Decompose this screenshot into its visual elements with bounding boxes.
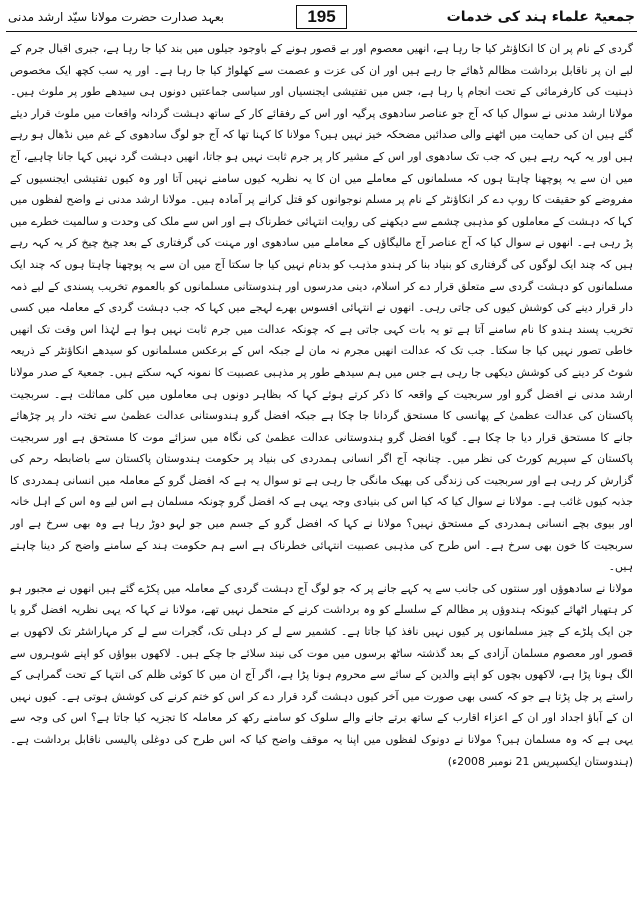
article-paragraph-2 xyxy=(10,578,633,772)
page-header xyxy=(8,4,635,30)
header-right-title: جمعیۃ علماء ہند کی خدمات xyxy=(446,9,635,25)
header-left-title: بعہد صدارت حضرت مولانا سیّد ارشد مدنی xyxy=(8,10,224,24)
article-body xyxy=(10,38,633,901)
source-note: (ہندوستان ایکسپریس 21 نومبر 2008ء) xyxy=(447,754,633,768)
page-number: 195 xyxy=(296,5,346,29)
article-paragraph-2-text: مولانا نے سادھوؤں اور سنتوں کی جانب سے یہ کہے جانے پر کہ جو لوگ آج دہشت گردی کے معاملہ میں پکڑے گئے ہیں انھوں نے مجبور ہو کر ہتھیار اٹھائے کیونکہ ہندوؤں پر مظالم کے سلسلے کو وہ برداشت کرنے کے متحمل نہیں تھے، مولانا نے کہا کہ یہی نظریہ افضل گرو یا جن ایک پلڑے کے چیز مسلمانوں پر کیوں نہیں نافذ کیا جاتا ہے۔ کشمیر سے لے کر دہلی تک، گجرات سے لے کر مہاراشٹر تک لاکھوں بے قصور اور معصوم مسلمان آزادی کے بعد گذشتہ ساٹھ برسوں میں موت کی نیند سلائے جا چکے ہیں۔ لاکھوں بیواؤں کو اپنے شوہروں سے الگ ہونا پڑا ہے، لاکھوں بچوں کو اپنے والدین کے سائے سے محروم ہونا پڑا ہے، اگر آج ان میں کا کوئی ظلم کی انتہا کے تحت گمراہی کے راستے پر چل پڑتا ہے جو کہ کسی بھی صورت میں آخر کیوں دہشت گرد قرار دے کر اس کو ختم کرنے کی کوشش ہوتی ہے۔ کیوں نہیں ان کے آباؤ اجداد اور ان کے اعزاء اقارب کے ساتھ برتے جانے والے سلوک کو سامنے رکھ کر معاملہ کا تجزیہ کیا جاتا ہے؟ اس کی وجہ سے یہی ہے کہ وہ مسلمان ہیں؟ مولانا نے دونوک لفظوں میں اپنا یہ موقف واضح کیا کہ اس طرح کی دوغلی پالیسی ناقابل برداشت ہے۔ xyxy=(10,581,633,746)
header-divider xyxy=(6,31,637,32)
article-paragraph-1: گردی کے نام پر ان کا انکاؤنٹر کیا جا رہا ہے، انھیں معصوم اور بے قصور ہونے کے باوجود جیلوں میں بند کیا جا رہا ہے، جبری اقبال جرم کے لیے ان پر ناقابل برداشت مظالم ڈھائے جا رہے ہیں اور ان کی عزت و عصمت سے کھلواڑ کیا جا رہا ہے۔ اور یہ سب کچھ ایک مخصوص ذہنیت کی کارفرمائی کے تحت انجام پا رہا ہے، جس میں تفتیشی ایجنسیاں اور سیاسی جماعتیں دونوں ہی سیدھے طور پر ملوث ہیں۔ مولانا ارشد مدنی نے سوال کیا کہ آج جو عناصر سادھوی پرگیہ اور اس کے رفقائے کار کے ساتھ دہشت گردانہ واقعات میں ملوث قرار دیئے گئے ہیں ان کی حمایت میں اٹھنے والی صدائیں مضحکہ خیز نہیں ہیں؟ مولانا کا کہنا تھا کہ آج جو لوگ سادھوی کے غم میں نڈھال ہو رہے ہیں اور یہ کہہ رہے ہیں کہ جب تک سادھوی اور اس کے مشیر کار پر جرم ثابت نہیں ہو جاتا، انھیں دہشت گرد نہیں کہا جانا چاہیے، آج میں ان سے یہ پوچھنا چاہتا ہوں کہ مسلمانوں کے معاملے میں ان کا یہ نظریہ کیوں سامنے نہیں آتا اور وہ کیوں تفتیشی ایجنسیوں کے مفروضے کو حقیقت کا روپ دے کر انکاؤنٹر کے نام پر مسلم نوجوانوں کو قتل کرانے پر آمادہ ہیں۔ مولانا ارشد مدنی نے واضح لفظوں میں کہا کہ دہشت کے معاملوں کو مذہبی چشمے سے دیکھنے کی روایت انتہائی خطرناک ہے اور اس سے ملک کی وحدت و سالمیت خطرے میں پڑ رہی ہے۔ انھوں نے سوال کیا کہ آج عناصر آج مالیگاؤں کے معاملے میں سادھوی اور مہنت کی گرفتاری کے بعد چیخ چیخ کر یہ کہہ رہے ہیں کہ چند ایک لوگوں کی گرفتاری کو بنیاد بنا کر ہندو مذہب کو بدنام نہیں کیا جا سکتا آج میں ان سے یہ پوچھنا چاہتا ہوں کہ چند ایک مسلمانوں کو دہشت گردی سے متعلق قرار دے کر اسلام، دینی مدرسوں اور ہندوستانی مسلمانوں کو بالعموم تخریب پسندی کے لیے ذمہ دار قرار دینے کی کوشش کیوں کی جاتی رہی۔ انھوں نے انتہائی افسوس بھرے لہجے میں کہا کہ جب دہشت گردی کے معاملہ میں کسی تخریب پسند ہندو کا نام سامنے آتا ہے تو یہ بات کہی جاتی ہے کہ چونکہ عدالت میں جرم ثابت نہیں ہوا ہے لہٰذا اس وقت تک انھیں خاطی تصور نہیں کیا جا سکتا۔ جب تک کہ عدالت انھیں مجرم نہ مان لے جبکہ اس کے برعکس مسلمانوں کو سیدھے انکاؤنٹر کے ذریعہ شوٹ کر دینے کی کوشش دیکھی جا رہی ہے جس میں ہم سیدھے طور پر مذہبی عصبیت کا نمونہ کہہ سکتے ہیں۔ جمعیۃ کے صدر مولانا ارشد مدنی نے افضل گرو اور سربجیت کے واقعہ کا ذکر کرتے ہوئے کہا کہ بظاہر دونوں ہی معاملوں میں کلی مماثلت ہے۔ سربجیت پاکستان کی عدالت عظمیٰ کے پھانسی کا مستحق گردانا جا چکا ہے جبکہ افضل گرو ہندوستانی عدالت عظمیٰ سے تختہ دار پر چڑھائے جانے کا مستحق قرار دیا جا چکا ہے۔ گویا افضل گرو ہندوستانی عدالت عظمیٰ کی نگاہ میں سزائے موت کا مستحق ہے اور سربجیت پاکستان کے سپریم کورٹ کی نظر میں۔ چنانچہ آج اگر انسانی ہمدردی کی بنیاد پر حکومت ہندوستان پاکستان سے باضابطہ رحم کی گزارش کر رہی ہے اور سربجیت کی زندگی کی بھیک مانگی جا رہی ہے تو سوال یہ ہے کہ افضل گرو کے معاملہ میں انسانی ہمدردی کا جذبہ کیوں غائب ہے۔ مولانا نے سوال کیا کہ کیا اس کی بنیادی وجہ یہی ہے کہ افضل گرو چونکہ مسلمان ہے اس لیے وہ اس کے اہل خانہ اور بیوی بچے انسانی ہمدردی کے مستحق نہیں؟ مولانا نے کہا کہ افضل گرو کے جسم میں جو لہو دوڑ رہا ہے وہ بھی سرخ ہے اور سربجیت کا خون بھی سرخ ہے۔ اس طرح کی مذہبی عصبیت انتہائی خطرناک ہے اسے ہم حکومت ہند کے سامنے واضح کر دینا چاہتے ہیں۔ xyxy=(10,42,633,574)
